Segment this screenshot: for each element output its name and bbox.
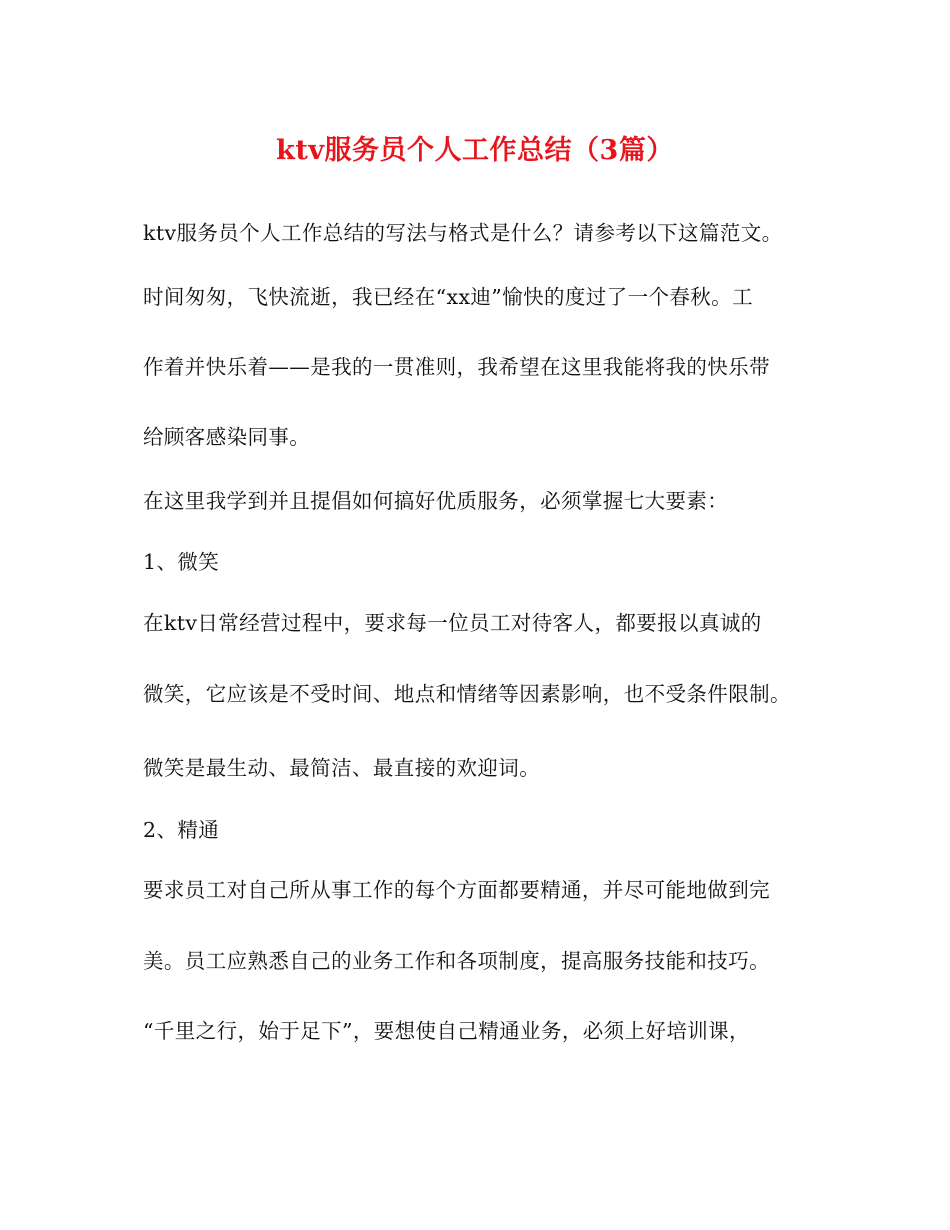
paragraph-line: 美。员工应熟悉自己的业务工作和各项制度，提高服务技能和技巧。 — [143, 949, 770, 973]
paragraph-line: 时间匆匆，飞快流逝，我已经在“xx迪”愉快的度过了一个春秋。工 — [143, 285, 753, 309]
paragraph-line: 要求员工对自己所从事工作的每个方面都要精通，并尽可能地做到完 — [143, 878, 770, 902]
document-title: ktv服务员个人工作总结（3篇） — [276, 135, 674, 166]
intro-line: ktv服务员个人工作总结的写法与格式是什么？请参考以下这篇范文。 — [143, 221, 783, 245]
paragraph-line: 作着并快乐着——是我的一贯准则，我希望在这里我能将我的快乐带 — [143, 355, 770, 379]
section-heading-proficient: 2、精通 — [143, 818, 220, 842]
paragraph-line: 给顾客感染同事。 — [143, 425, 311, 449]
paragraph-line: 微笑是最生动、最简洁、最直接的欢迎词。 — [143, 756, 541, 780]
paragraph-line: 在这里我学到并且提倡如何搞好优质服务，必须掌握七大要素： — [143, 489, 729, 513]
paragraph-line: 微笑，它应该是不受时间、地点和情绪等因素影响，也不受条件限制。 — [143, 682, 791, 706]
paragraph-line: 在ktv日常经营过程中，要求每一位员工对待客人，都要报以真诚的 — [143, 611, 762, 635]
section-heading-smile: 1、微笑 — [143, 550, 220, 574]
paragraph-line: “千里之行，始于足下”，要想使自己精通业务，必须上好培训课， — [143, 1019, 750, 1043]
